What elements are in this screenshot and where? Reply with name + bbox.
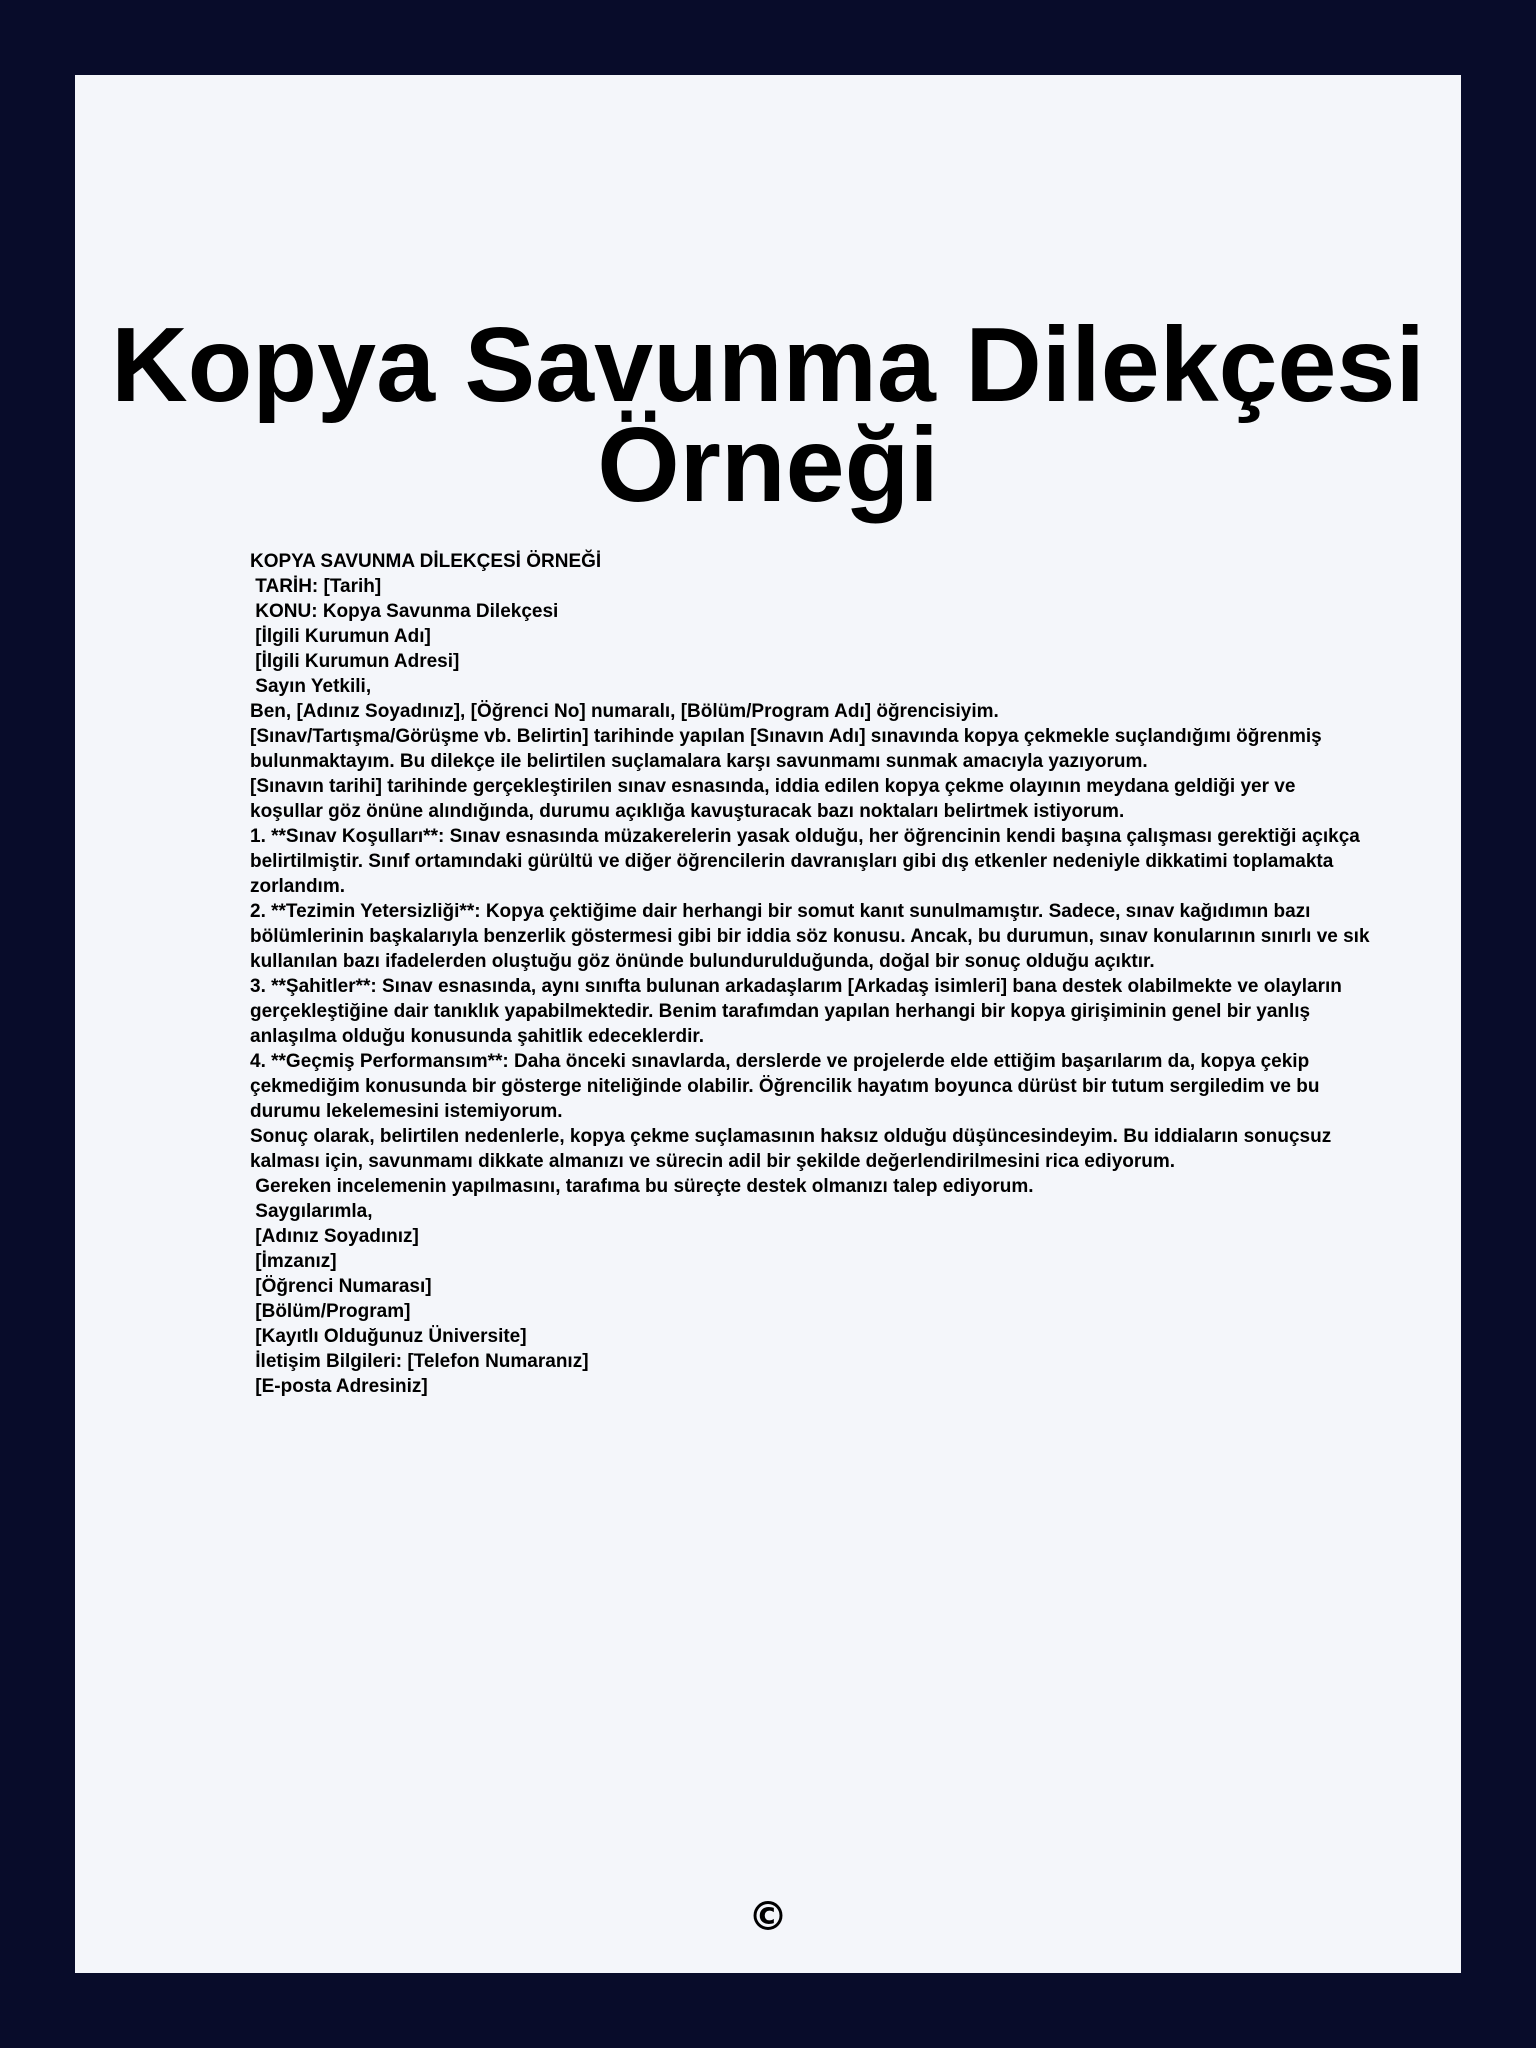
university-line: [Kayıtlı Olduğunuz Üniversite] [250, 1326, 527, 1347]
institution-name-line: [İlgili Kurumun Adı] [250, 626, 431, 647]
copyright-icon: © [748, 1894, 788, 1940]
point-2-paragraph: 2. **Tezimin Yetersizliği**: Kopya çektiğime dair herhangi bir somut kanıt sunulmamıştır. Sadece, sınav kağıdımın bazı bölümlerinin başkalarıyla benzerlik göstermesi gibi bir iddia söz konusu. Ancak, bu durumun, sınav konularının sınırlı ve sık kullanılan bazı ifadelerden oluştuğu göz önünde bulundurulduğunda, doğal bir sonuç olduğu açıktır. [250, 901, 1375, 972]
signature-name-line: [Adınız Soyadınız] [250, 1226, 419, 1247]
department-line: [Bölüm/Program] [250, 1301, 411, 1322]
petition-body [250, 549, 1375, 1399]
page-title [75, 306, 1461, 524]
point-3-paragraph: 3. **Şahitler**: Sınav esnasında, aynı sınıfta bulunan arkadaşlarım [Arkadaş isimleri] bana destek olabilmekte ve olayların gerçekleştiğine dair tanıklık yapabilmektedir. Benim tarafımdan yapılan herhangi bir kopya girişiminin genel bir yanlış anlaşılma olduğu konusunda şahitlik edeceklerdir. [250, 976, 1348, 1047]
point-1-paragraph: 1. **Sınav Koşulları**: Sınav esnasında müzakerelerin yasak olduğu, her öğrencinin kendi başına çalışması gerektiği açıkça belirtilmiştir. Sınıf ortamındaki gürültü ve diğer öğrencilerin davranışları gibi dış etkenler nedeniyle dikkatimi toplamakta zorlandım. [250, 826, 1366, 897]
petition-heading: KOPYA SAVUNMA DİLEKÇESİ ÖRNEĞİ [250, 551, 602, 572]
context-paragraph: [Sınavın tarihi] tarihinde gerçekleştirilen sınav esnasında, iddia edilen kopya çekme olayının meydana geldiği yer ve koşullar göz önüne alındığında, durumu açıklığa kavuşturacak bazı noktaları belirtmek istiyorum. [250, 776, 1301, 822]
intro-paragraph: Ben, [Adınız Soyadınız], [Öğrenci No] numaralı, [Bölüm/Program Adı] öğrencisiyim. [250, 701, 999, 722]
accusation-paragraph: [Sınav/Tartışma/Görüşme vb. Belirtin] tarihinde yapılan [Sınavın Adı] sınavında kopya çekmekle suçlandığımı öğrenmiş bulunmaktayım. Bu dilekçe ile belirtilen suçlamalara karşı savunmamı sunmak amacıyla yazıyorum. [250, 726, 1327, 772]
institution-address-line: [İlgili Kurumun Adresi] [250, 651, 460, 672]
signature-line: [İmzanız] [250, 1251, 337, 1272]
page-title-line-2: Örneği [597, 406, 939, 524]
request-line: Gereken incelemenin yapılmasını, tarafıma bu süreçte destek olmanızı talep ediyorum. [250, 1176, 1034, 1197]
page-title-line-1: Kopya Savunma Dilekçesi [111, 306, 1425, 424]
contact-email-line: [E-posta Adresiniz] [250, 1376, 428, 1397]
subject-line: KONU: Kopya Savunma Dilekçesi [250, 601, 559, 622]
date-line: TARİH: [Tarih] [250, 576, 382, 597]
document-page [75, 75, 1461, 1973]
closing-line: Saygılarımla, [250, 1201, 373, 1222]
contact-phone-line: İletişim Bilgileri: [Telefon Numaranız] [250, 1351, 589, 1372]
point-4-paragraph: 4. **Geçmiş Performansım**: Daha önceki sınavlarda, derslerde ve projelerde elde ettiğim başarılarım da, kopya çekip çekmediğim konusunda bir gösterge niteliğinde olabilir. Öğrencilik hayatım boyunca dürüst bir tutum sergiledim ve bu durumu lekelemesini istemiyorum. [250, 1051, 1325, 1122]
student-number-line: [Öğrenci Numarası] [250, 1276, 432, 1297]
salutation-line: Sayın Yetkili, [250, 676, 372, 697]
conclusion-paragraph: Sonuç olarak, belirtilen nedenlerle, kopya çekme suçlamasının haksız olduğu düşüncesindeyim. Bu iddiaların sonuçsuz kalması için, savunmamı dikkate almanızı ve sürecin adil bir şekilde değerlendirilmesini rica ediyorum. [250, 1126, 1337, 1172]
